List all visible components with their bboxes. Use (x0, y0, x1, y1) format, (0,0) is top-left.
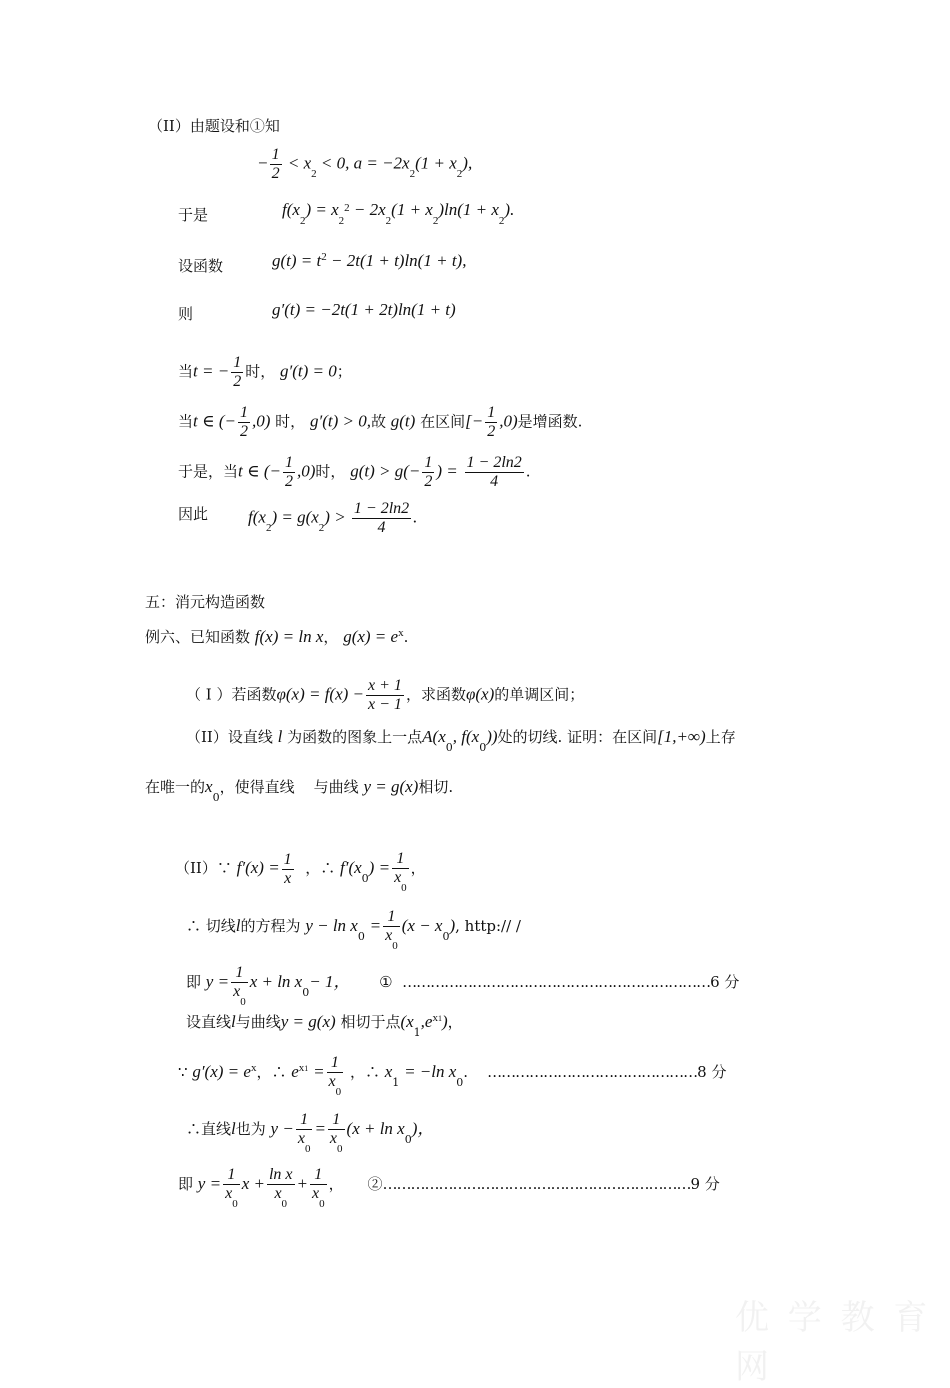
solution-line-5: ∵ $g'(x) = e^x$，∴ $e^{x1}$ = $\frac{1}{x_0}$ ，∴ $x_1 = -\ln$ $x_0$. ………………………………………8 分 (178, 1054, 727, 1098)
f-x2-expression: $f(x_2) = x_2^2 - 2x_2(1 + x_2)\ln(1 + x_2)$. (282, 200, 515, 227)
label-ze: 则 (178, 305, 194, 323)
question-1: （ I ）若函数φ(x) = f(x) − $\frac{x + 1}{x - 1}$ ，求函数φ(x)的单调区间； (186, 677, 585, 713)
label-yushi: 于是 (178, 206, 209, 224)
question-2-line2: 在唯一的$x_0$，使得直线 与曲线 y = g(x)相切. (145, 777, 454, 804)
solution-line-1: （II）∵ f′(x) = $\frac{1}{x}$ ，∴ $f'(x_0)$ = $\frac{1}{x_0}$ ， (175, 850, 426, 894)
final-inequality: $f(x_2) = g(x_2)$ > $\frac{1 - 2\ln 2}{4}$ . (248, 500, 418, 536)
g-t-definition: $g(t) = t^2 - 2t(1 + t)\ln(1 + t)$, (272, 251, 467, 270)
watermark: 优 学 教 育 网 (735, 1298, 932, 1387)
section5-title: 五：消元构造函数 (145, 593, 266, 611)
dang-line-2: 当t ∈ (− $\frac{1}{2}$ ,0) 时， g′(t) > 0,故 g(t) 在区间[− $\frac{1}{2}$ ,0)是增函数. (178, 404, 583, 440)
g-prime-t: g′(t) = −2t(1 + 2t)ln(1 + t) (272, 300, 456, 319)
label-she: 设函数 (178, 257, 224, 275)
solution-line-6: ∴直线l也为 y − $\frac{1}{x_0}$ = $\frac{1}{x_0}$ $(x + \ln x_0)$， (186, 1111, 435, 1155)
solution-line-2: ∴ 切线l的方程为 $y - \ln x_0$ = $\frac{1}{x_0}$ $(x - x_0)$, http:// / (186, 908, 521, 952)
dang-line-1: 当t = − $\frac{1}{2}$ 时， g′(t) = 0； (178, 354, 352, 390)
question-2-line1: （II）设直线 l 为函数的图象上一点$A(x_0$, $f(x_0)$)处的切线. 证明：在区间[1,+∞)上存 (186, 727, 736, 754)
label-yinci: 因此 (178, 505, 209, 523)
solution-line-7: 即 y = $\frac{1}{x_0}$ x + $\frac{\text{ln x}}{x_0}$ + $\frac{1}{x_0}$ ， ②…………………………………………………………9 分 (178, 1166, 720, 1210)
yushi-line: 于是，当t ∈ (− $\frac{1}{2}$ ,0)时， g(t) > g(− $\frac{1}{2}$ ) = $\frac{1 - 2\ln 2}{4}$ . (178, 454, 531, 490)
solution-line-3: 即 y = $\frac{1}{x_0}$ $x + \ln x_0- 1$， ① …………………………………………………………6 分 (186, 964, 740, 1008)
example6-statement: 例六、已知函数 f(x) = ln x， $g(x) = e^x$. (145, 627, 409, 646)
part2-heading: （II）由题设和①知 (148, 117, 280, 135)
condition-line: − $\frac{1}{2}$ < $x_2 < 0$, $a = -2x_2(1 + x_2)$, (258, 146, 473, 182)
solution-line-4: 设直线l与曲线y = g(x) 相切于点$(x_1,e^{x1})$， (186, 1012, 463, 1039)
